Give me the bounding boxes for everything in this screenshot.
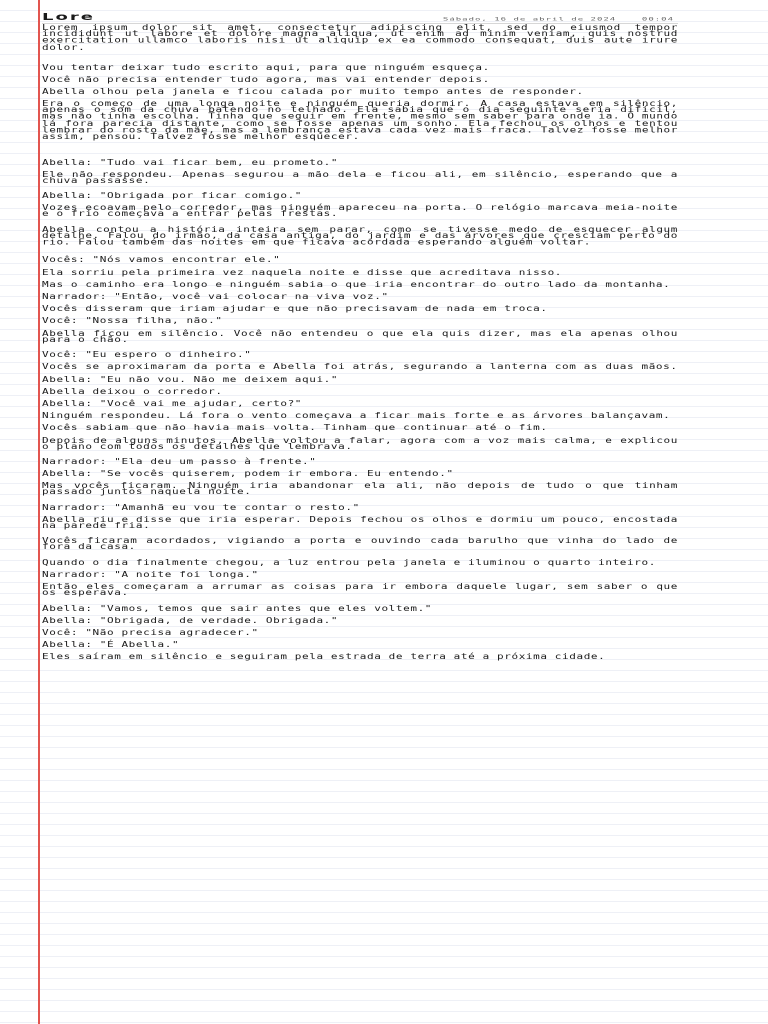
note-paragraph: Narrador: "A noite foi longa." <box>42 569 259 579</box>
note-content[interactable] <box>42 2 678 1022</box>
note-paragraph: Abella: "É Abella." <box>42 639 180 650</box>
note-paragraph: Depois de alguns minutos, Abella voltou a falar, agora com a voz mais calma, e explicou o plano com todos os detalhes que lembrava. <box>42 435 678 452</box>
note-paragraph: Ele não respondeu. Apenas segurou a mão dela e ficou ali, em silêncio, esperando que a chuva passasse. <box>42 169 678 186</box>
note-paragraph: Abella: "Vamos, temos que sair antes que eles voltem." <box>42 603 433 613</box>
note-title[interactable]: Lore <box>42 10 95 23</box>
note-paragraph: Narrador: "Amanhã eu vou te contar o resto." <box>42 502 360 512</box>
note-paragraph: Vozes ecoavam pelo corredor, mas ninguém apareceu na porta. O relógio marcava meia-noite e o frio começava a entrar pelas frestas. <box>42 203 678 219</box>
note-paragraph: Você: "Eu espero o dinheiro." <box>42 349 252 360</box>
note-paragraph: Era o começo de uma longa noite e ninguém queria dormir. A casa estava em silêncio, apenas o som da chuva batendo no telhado. Ela sabia que o dia seguinte seria difícil, mas não tinha escolha. Tinha que seguir em frente, mesmo sem saber para onde ia. O mundo lá fora parecia distante, como se fosse apenas um sonho. Ela fechou os olhos e tentou lembrar do rosto da mãe, mas a lembrança estava cada vez mais fraca. Talvez fosse melhor assim, pensou. Talvez fosse melhor esquecer. <box>42 98 678 142</box>
note-paragraph: Vocês ficaram acordados, vigiando a porta e ouvindo cada barulho que vinha do lado de fora da casa. <box>42 535 678 552</box>
note-date-text: Sábado, 16 de abril de 2024 <box>442 17 617 22</box>
note-paragraph: Então eles começaram a arrumar as coisas para ir embora daquele lugar, sem saber o que os esperava. <box>42 581 678 598</box>
note-paragraph: Você: "Não precisa agradecer." <box>42 627 259 637</box>
note-paragraph: Abella riu e disse que iria esperar. Depois fechou os olhos e dormiu um pouco, encostada na parede fria. <box>42 514 678 531</box>
note-paragraph: Abella deixou o corredor. <box>42 386 223 396</box>
note-paragraph: Você: "Nossa filha, não." <box>42 316 223 326</box>
margin-line <box>38 0 40 1024</box>
note-paragraph: Vou tentar deixar tudo escrito aqui, para que ninguém esqueça. <box>42 62 490 72</box>
note-paragraph: Abella: "Obrigada por ficar comigo." <box>42 190 303 201</box>
note-paragraph: Quando o dia finalmente chegou, a luz entrou pela janela e iluminou o quarto inteiro. <box>42 557 656 567</box>
note-paragraph: Abella: "Obrigada, de verdade. Obrigada." <box>42 615 339 625</box>
note-paragraph: Narrador: "Então, você vai colocar na viva voz." <box>42 291 389 301</box>
note-paragraph: Abella olhou pela janela e ficou calada por muito tempo antes de responder. <box>42 86 584 97</box>
note-paragraph: Abella contou a história inteira sem parar, como se tivesse medo de esquecer algum detalhe. Falou do irmão, da casa antiga, do jardim e das árvores que cresciam perto do rio. Falou também das noites em que ficava acordada esperando alguém voltar. <box>42 224 678 248</box>
note-paragraph: Vocês se aproximaram da porta e Abella foi atrás, segurando a lanterna com as duas mãos. <box>42 361 678 372</box>
note-paragraph: Abella ficou em silêncio. Você não entendeu o que ela quis dizer, mas ela apenas olhou para o chão. <box>42 328 678 345</box>
note-paragraph: Abella: "Tudo vai ficar bem, eu prometo." <box>42 157 339 167</box>
note-paragraph: Abella: "Eu não vou. Não me deixem aqui." <box>42 374 339 384</box>
note-paragraph: Vocês sabiam que não havia mais volta. Tinham que continuar até o fim. <box>42 422 548 433</box>
note-paragraph: Vocês disseram que iriam ajudar e que não precisavam de nada em troca. <box>42 303 548 314</box>
note-paragraph: Vocês: "Nós vamos encontrar ele." <box>42 255 281 265</box>
note-paragraph: Ela sorriu pela primeira vez naquela noite e disse que acreditava nisso. <box>42 267 563 277</box>
note-paragraph: Eles saíram em silêncio e seguiram pela estrada de terra até a próxima cidade. <box>42 651 606 662</box>
note-paragraph: Ninguém respondeu. Lá fora o vento começava a ficar mais forte e as árvores balançavam. <box>42 410 671 421</box>
note-paragraph: Mas o caminho era longo e ninguém sabia o que iria encontrar do outro lado da montanha. <box>42 279 671 289</box>
note-paragraph: Narrador: "Ela deu um passo à frente." <box>42 456 317 466</box>
note-time: 00:04 <box>641 17 674 22</box>
note-paragraph: Você não precisa entender tudo agora, mas vai entender depois. <box>42 74 490 84</box>
note-paragraph: Mas vocês ficaram. Ninguém iria abandonar ela ali, não depois de tudo o que tinham passado juntos naquela noite. <box>42 480 678 497</box>
note-date <box>443 17 674 22</box>
note-paragraph: Abella: "Você vai me ajudar, certo?" <box>42 398 303 408</box>
note-body[interactable] <box>42 24 678 663</box>
note-paragraph: Abella: "Se vocês quiserem, podem ir embora. Eu entendo." <box>42 468 454 479</box>
note-header <box>42 2 678 24</box>
note-paragraph: Lorem ipsum dolor sit amet, consectetur adipiscing elit, sed do eiusmod tempor incididunt ut labore et dolore magna aliqua, ut enim ad minim veniam, quis nostrud exercitation ullamco laboris nisi ut aliquip ex ea commodo consequat, duis aute irure dolor. <box>42 22 678 52</box>
